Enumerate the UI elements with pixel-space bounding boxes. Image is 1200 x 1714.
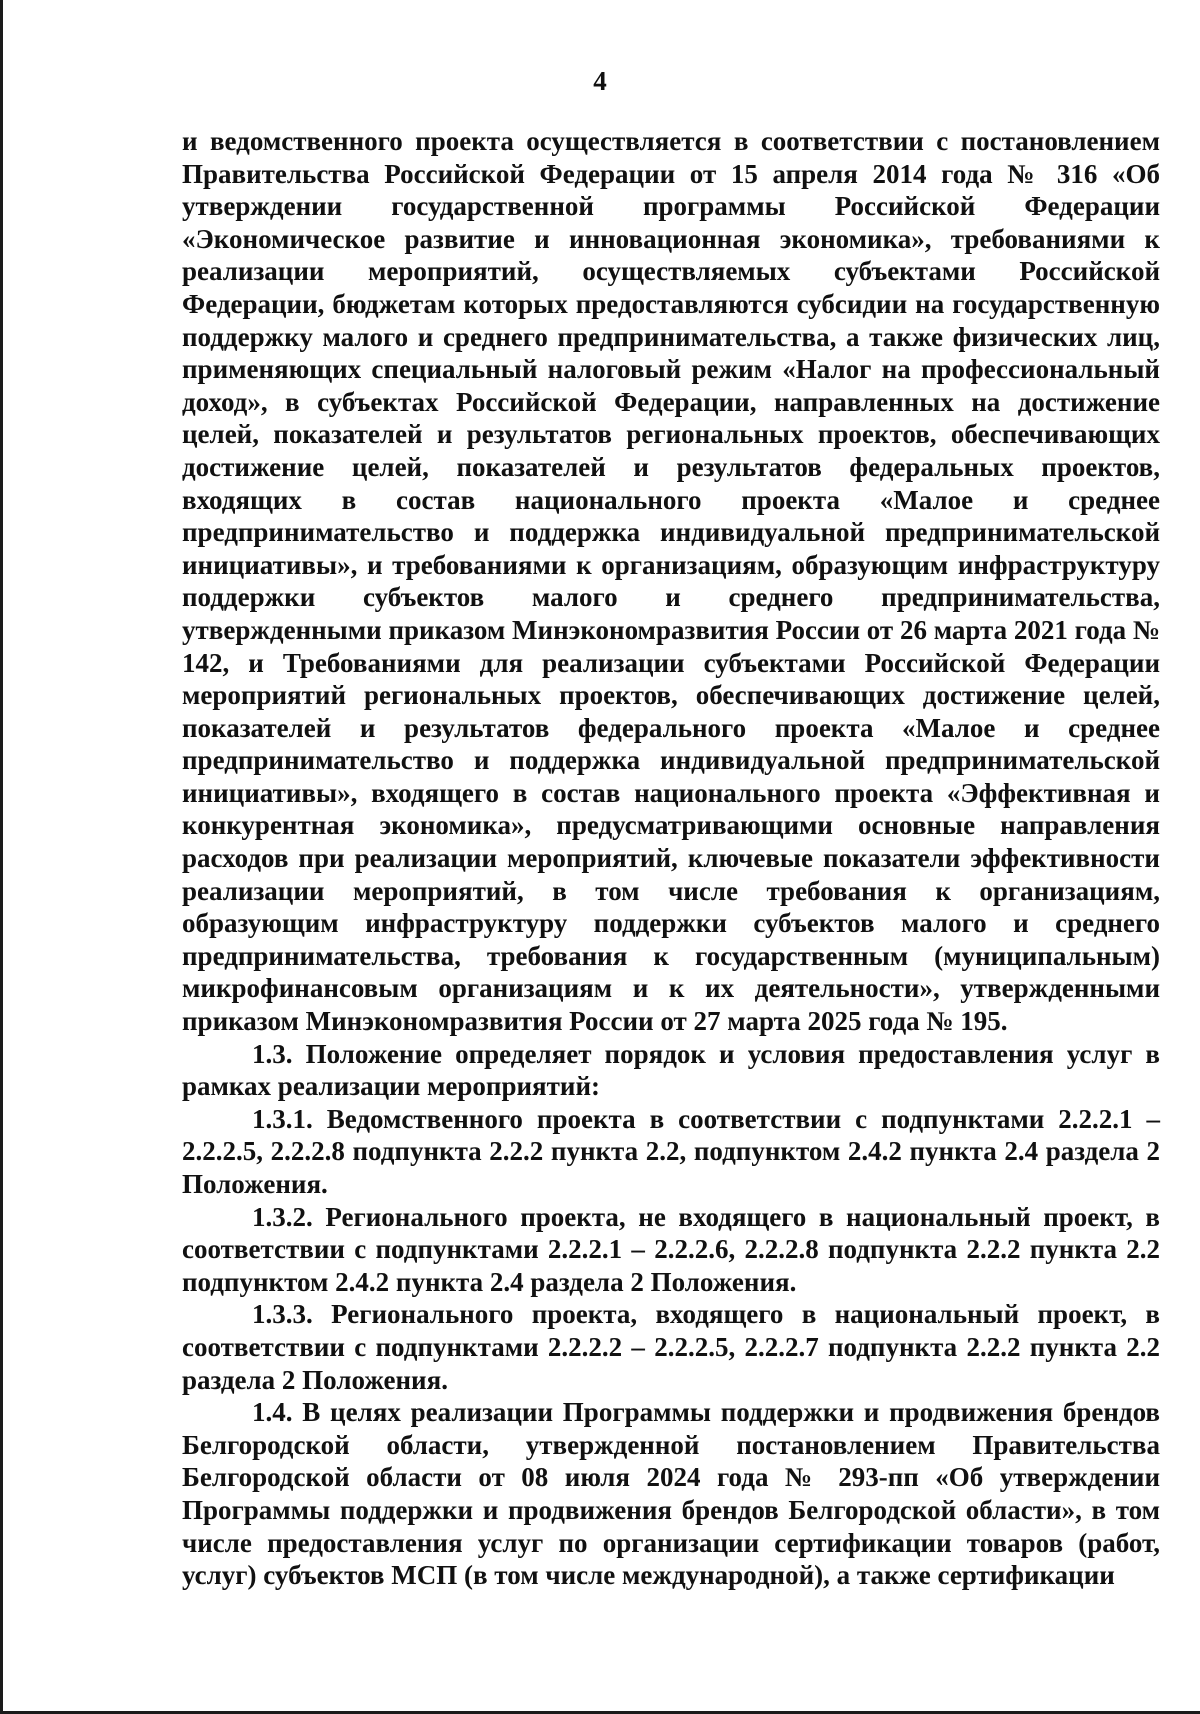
- paragraph-clause-1-3-2: 1.3.2. Регионального проекта, не входящего в национальный проект, в соответствии с подпунктами 2.2.2.1 – 2.2.2.6, 2.2.2.8 подпункта 2.2.2 пункта 2.2 подпунктом 2.4.2 пункта 2.4 раздела 2 Положения.: [182, 1201, 1160, 1297]
- paragraph-clause-1-3-3: 1.3.3. Регионального проекта, входящего в национальный проект, в соответствии с подпунктами 2.2.2.2 – 2.2.2.5, 2.2.2.7 подпункта 2.2.2 пункта 2.2 раздела 2 Положения.: [182, 1299, 1160, 1395]
- paragraph-clause-1-3: 1.3. Положение определяет порядок и условия предоставления услуг в рамках реализации мероприятий:: [182, 1038, 1160, 1102]
- page-number: 4: [593, 66, 607, 96]
- paragraph-clause-1-4: 1.4. В целях реализации Программы поддержки и продвижения брендов Белгородской области, утвержденной постановлением Правительства Белгородской области от 08 июля 2024 года № 293-пп «Об утверждении Программы поддержки и продвижения брендов Белгородской области», в том числе предоставления услуг по организации сертификации товаров (работ, услуг) субъектов МСП (в том числе международной), а также сертификации: [182, 1397, 1160, 1591]
- paragraph-continuation: и ведомственного проекта осуществляется в соответствии с постановлением Правительства Российской Федерации от 15 апреля 2014 года № 316 «Об утверждении государственной программы Российской Федерации «Экономическое развитие и инновационная экономика», требованиями к реализации мероприятий, осуществляемых субъектами Российской Федерации, бюджетам которых предоставляются субсидии на государственную поддержку малого и среднего предпринимательства, а также физических лиц, применяющих специальный налоговый режим «Налог на профессиональный доход», в субъектах Российской Федерации, направленных на достижение целей, показателей и результатов региональных проектов, обеспечивающих достижение целей, показателей и результатов федеральных проектов, входящих в состав национального проекта «Малое и среднее предпринимательство и поддержка индивидуальной предпринимательской инициативы», и требованиями к организациям, образующим инфраструктуру поддержки субъектов малого и среднего предпринимательства, утвержденными приказом Минэкономразвития России от 26 марта 2021 года № 142, и Требованиями для реализации субъектами Российской Федерации мероприятий региональных проектов, обеспечивающих достижение целей, показателей и результатов федерального проекта «Малое и среднее предпринимательство и поддержка индивидуальной предпринимательской инициативы», входящего в состав национального проекта «Эффективная и конкурентная экономика», предусматривающими основные направления расходов при реализации мероприятий, ключевые показатели эффективности реализации мероприятий, в том числе требования к организациям, образующим инфраструктуру поддержки субъектов малого и среднего предпринимательства, требования к государственным (муниципальным) микрофинансовым организациям и к их деятельности», утвержденными приказом Минэкономразвития России от 27 марта 2025 года № 195.: [182, 126, 1160, 1037]
- document-body: [182, 125, 1160, 1592]
- scan-edge-left: [0, 0, 3, 1714]
- paragraph-clause-1-3-1: 1.3.1. Ведомственного проекта в соответствии с подпунктами 2.2.2.1 – 2.2.2.5, 2.2.2.8 подпункта 2.2.2 пункта 2.2, подпунктом 2.4.2 пункта 2.4 раздела 2 Положения.: [182, 1103, 1160, 1199]
